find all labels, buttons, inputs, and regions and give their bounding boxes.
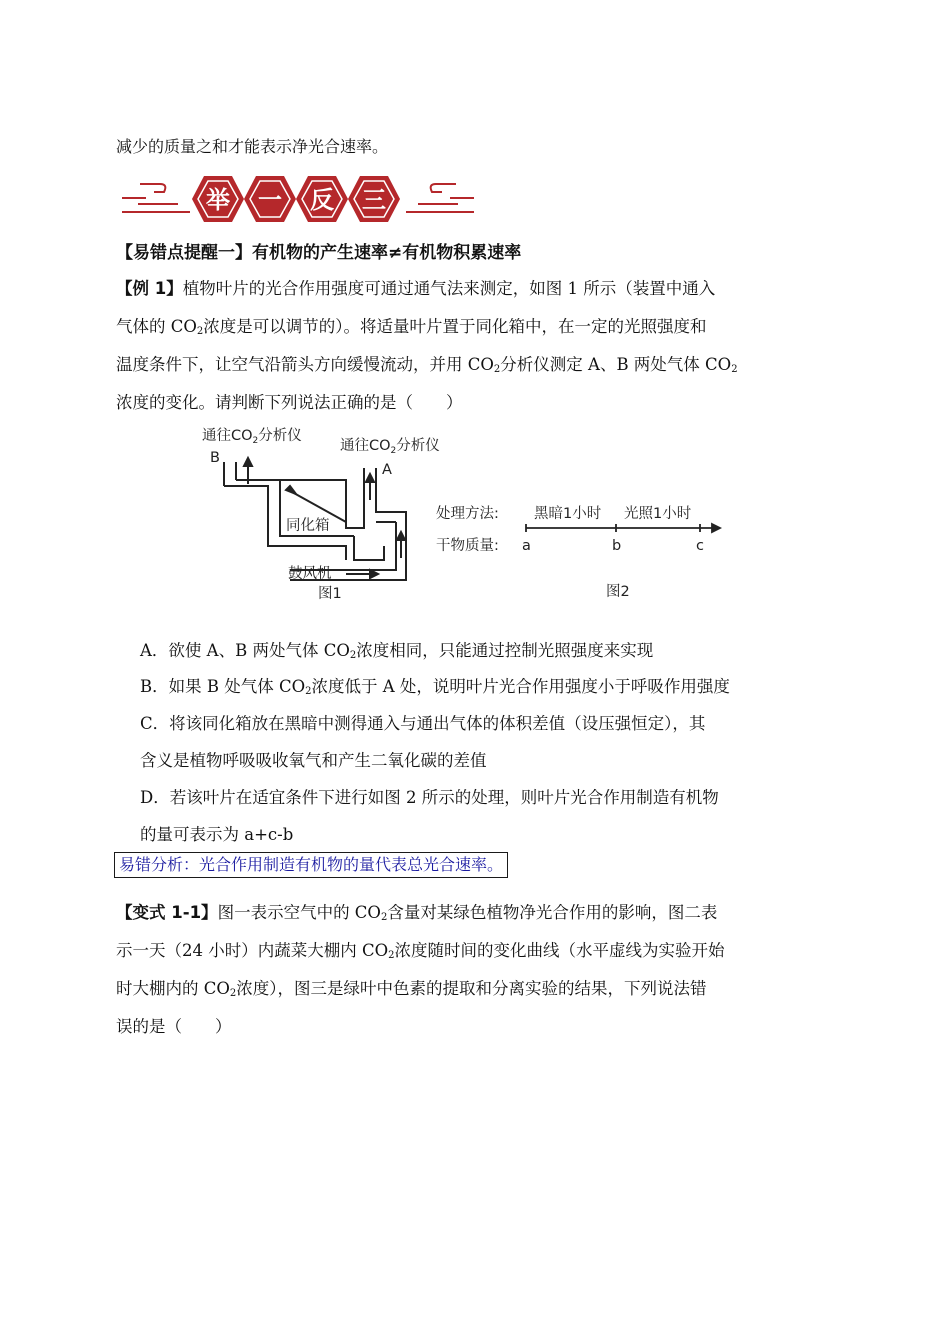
example-line-1: 【例 1】植物叶片的光合作用强度可通过通气法来测定，如图 1 所示（装置中通入	[116, 279, 716, 298]
fig2-row1-label: 处理方法:	[436, 506, 499, 522]
fig1-point-a: A	[382, 462, 392, 478]
option-d: D．若该叶片在适宜条件下进行如图 2 所示的处理，则叶片光合作用制造有机物	[140, 788, 719, 807]
option-d-cont: 的量可表示为 a+c-b	[140, 825, 294, 844]
banner-jyfs	[118, 168, 478, 228]
fig1-fan-label: 鼓风机	[288, 566, 332, 582]
banner-char-2: 一	[258, 186, 282, 214]
fig2-point-b: b	[612, 538, 622, 554]
option-b: B．如果 B 处气体 $CO_2$浓度低于 A 处，说明叶片光合作用强度小于呼吸作用强度	[140, 677, 730, 697]
fig2-row2-label: 干物质量:	[436, 538, 499, 554]
figure-1-apparatus	[196, 424, 440, 604]
fig1-box-label: 同化箱	[286, 518, 330, 534]
section-heading: 【易错点提醒一】有机物的产生速率≠有机物积累速率	[116, 243, 522, 263]
fig2-dark-label: 黑暗1小时	[534, 506, 602, 522]
option-a: A．欲使 A、B 两处气体 $CO_2$浓度相同，只能通过控制光照强度来实现	[140, 641, 654, 661]
figure-2-timeline	[436, 498, 736, 604]
error-analysis-box: 易错分析：光合作用制造有机物的量代表总光合速率。	[114, 852, 508, 878]
intro-line: 减少的质量之和才能表示净光合速率。	[116, 137, 389, 156]
example-line-4: 浓度的变化。请判断下列说法正确的是（ ）	[116, 393, 463, 412]
fig2-point-c: c	[696, 538, 704, 554]
option-c: C．将该同化箱放在黑暗中测得通入与通出气体的体积差值（设压强恒定），其	[140, 714, 706, 733]
example-label: 【例 1】	[116, 279, 183, 298]
fig1-a-label: 通往$CO_2$分析仪	[340, 438, 440, 456]
example-line-3: 温度条件下，让空气沿箭头方向缓慢流动，并用 $CO_2$分析仪测定 A、B 两处气体 $CO_2$	[116, 355, 738, 375]
fig2-point-a: a	[522, 538, 531, 554]
fig2-light-label: 光照1小时	[624, 506, 692, 522]
variant-line-1: 【变式 1-1】图一表示空气中的 $CO_2$含量对某绿色植物净光合作用的影响，图二表	[116, 903, 718, 923]
banner-char-3: 反	[310, 186, 334, 214]
banner-char-4: 三	[362, 186, 386, 214]
example-line-2: 气体的 $CO_2$浓度是可以调节的）。将适量叶片置于同化箱中，在一定的光照强度和	[116, 317, 707, 337]
fig1-b-label: 通往$CO_2$分析仪	[202, 428, 302, 446]
option-c-cont: 含义是植物呼吸吸收氧气和产生二氧化碳的差值	[140, 751, 487, 770]
variant-line-2: 示一天（24 小时）内蔬菜大棚内 $CO_2$浓度随时间的变化曲线（水平虚线为实验开始	[116, 941, 725, 961]
variant-line-3: 时大棚内的 $CO_2$浓度），图三是绿叶中色素的提取和分离实验的结果，下列说法错	[116, 979, 707, 999]
variant-line-4: 误的是（ ）	[116, 1017, 232, 1036]
fig1-point-b: B	[210, 450, 220, 466]
variant-label: 【变式 1-1】	[116, 903, 218, 922]
banner-char-1: 举	[206, 186, 230, 214]
fig1-caption: 图1	[318, 586, 342, 602]
fig2-caption: 图2	[606, 584, 630, 600]
